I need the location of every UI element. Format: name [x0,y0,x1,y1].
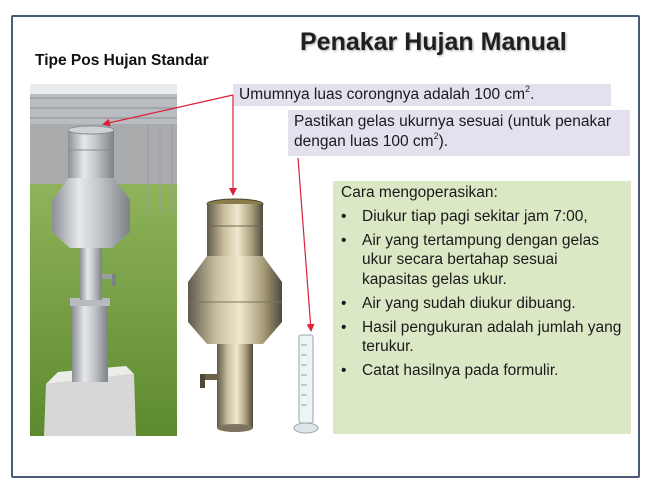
bullet-icon: • [341,318,347,336]
operation-step [341,318,623,357]
operation-step-text: Air yang tertampung dengan gelas ukur secara bertahap sesuai kapasitas gelas ukur. [362,231,599,288]
funnel-area-text: Umumnya luas corongnya adalah 100 cm [239,86,526,103]
rain-gauge-field-photo [30,84,177,436]
rain-gauge-standalone [186,196,286,436]
operation-step [341,294,623,314]
funnel-area-note [233,84,611,106]
funnel-area-end: . [530,86,535,103]
measuring-cylinder [292,333,322,436]
operation-step-text: Air yang sudah diukur dibuang. [362,294,576,312]
bullet-icon: • [341,294,347,312]
rain-gauge-standalone-illustration [186,196,286,436]
operation-step-text: Diukur tiap pagi sekitar jam 7:00, [362,207,588,225]
operation-step [341,207,623,227]
bullet-icon: • [341,362,347,379]
measuring-glass-superscript: 2 [433,131,439,141]
slide-title: Penakar Hujan Manual [300,28,567,56]
operation-step [341,361,623,381]
slide-subtitle: Tipe Pos Hujan Standar [35,52,209,69]
measuring-cylinder-illustration [292,333,322,436]
measuring-glass-note [288,110,630,156]
operation-heading: Cara mengoperasikan: [341,184,498,201]
measuring-glass-end: ). [438,133,449,150]
rain-gauge-field-illustration [30,84,177,436]
operation-steps-box [333,181,631,434]
operation-step [341,231,623,290]
bullet-icon: • [341,231,347,249]
measuring-glass-text: Pastikan gelas ukurnya sesuai (untuk penakar dengan luas 100 cm [294,113,612,150]
operation-step-text: Catat hasilnya pada formulir. [362,362,559,379]
bullet-icon: • [341,207,347,225]
funnel-area-superscript: 2 [525,84,531,94]
operation-step-text: Hasil pengukuran adalah jumlah yang terukur. [362,318,622,355]
operation-steps-list [341,207,623,381]
